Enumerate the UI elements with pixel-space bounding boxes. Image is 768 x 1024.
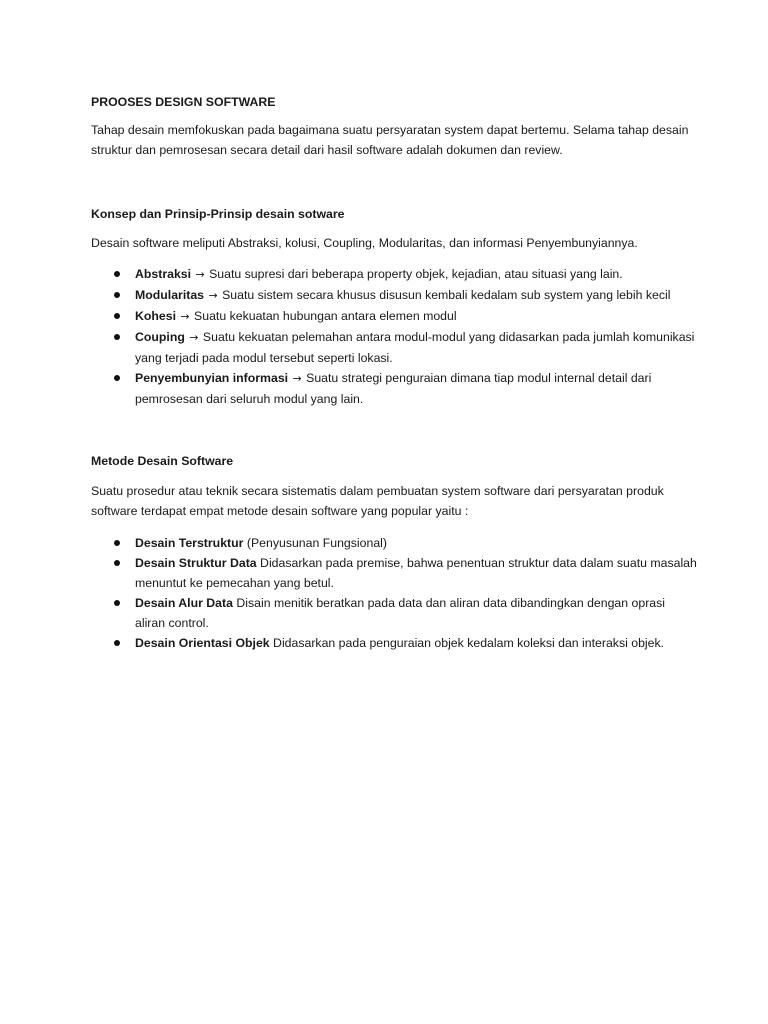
list-item-term: Desain Terstruktur: [135, 536, 244, 550]
list-item-term: Abstraksi: [135, 267, 192, 281]
document-title: PROOSES DESIGN SOFTWARE: [91, 95, 276, 109]
list-item-text: Disain menitik beratkan pada data dan aliran data dibandingkan dengan oprasi aliran control.: [135, 596, 666, 630]
list-item: [91, 327, 698, 368]
list-item-term: Penyembunyian informasi: [135, 371, 289, 385]
list-item-term: Kohesi: [135, 309, 176, 323]
arrow-right-icon: →: [189, 331, 199, 344]
list-item: [91, 553, 698, 593]
arrow-right-icon: →: [180, 310, 190, 323]
list-item-text: Suatu sistem secara khusus disusun kembali kedalam sub system yang lebih kecil: [218, 288, 671, 302]
metode-list: [91, 533, 698, 653]
list-item: [91, 264, 698, 285]
arrow-right-icon: →: [208, 289, 218, 302]
list-item-text: Suatu supresi dari beberapa property objek, kejadian, atau situasi yang lain.: [205, 267, 623, 281]
list-item: [91, 285, 698, 306]
list-item-text: Didasarkan pada premise, bahwa penentuan struktur data dalam suatu masalah menuntut ke pemecahan yang betul.: [135, 556, 697, 590]
list-item: [91, 368, 698, 409]
section-heading-metode: Metode Desain Software: [91, 454, 234, 468]
intro-paragraph: Tahap desain memfokuskan pada bagaimana suatu persyaratan system dapat bertemu. Selama tahap desain struktur dan pemrosesan secara detail dari hasil software adalah dokumen dan review.: [91, 123, 689, 157]
list-item-text: Didasarkan pada penguraian objek kedalam koleksi dan interaksi objek.: [269, 636, 665, 650]
list-item: [91, 593, 698, 633]
arrow-right-icon: →: [292, 372, 302, 385]
list-item-text: Suatu kekuatan pelemahan antara modul-modul yang didasarkan pada jumlah komunikasi yang terjadi pada modul tersebut seperti lokasi.: [135, 330, 695, 365]
list-item-term: Couping: [135, 330, 185, 344]
list-item: [91, 633, 698, 653]
list-item-term: Modularitas: [135, 288, 205, 302]
section-heading-konsep: Konsep dan Prinsip-Prinsip desain sotware: [91, 207, 345, 221]
list-item-term: Desain Struktur Data: [135, 556, 257, 570]
list-item-text: Suatu strategi penguraian dimana tiap modul internal detail dari pemrosesan dari seluruh modul yang lain.: [135, 371, 652, 406]
list-item: [91, 306, 698, 327]
arrow-right-icon: →: [195, 268, 205, 281]
list-item-text: Suatu kekuatan hubungan antara elemen modul: [190, 309, 457, 323]
section-intro-metode: Suatu prosedur atau teknik secara sistematis dalam pembuatan system software dari persyaratan produk software terdapat empat metode desain software yang popular yaitu :: [91, 484, 664, 518]
list-item-term: Desain Alur Data: [135, 596, 233, 610]
list-item: [91, 533, 698, 553]
konsep-list: [91, 264, 698, 409]
list-item-text: (Penyusunan Fungsional): [243, 536, 387, 550]
section-intro-konsep: Desain software meliputi Abstraksi, kolusi, Coupling, Modularitas, dan informasi Penyembunyiannya.: [91, 236, 638, 250]
list-item-term: Desain Orientasi Objek: [135, 636, 270, 650]
